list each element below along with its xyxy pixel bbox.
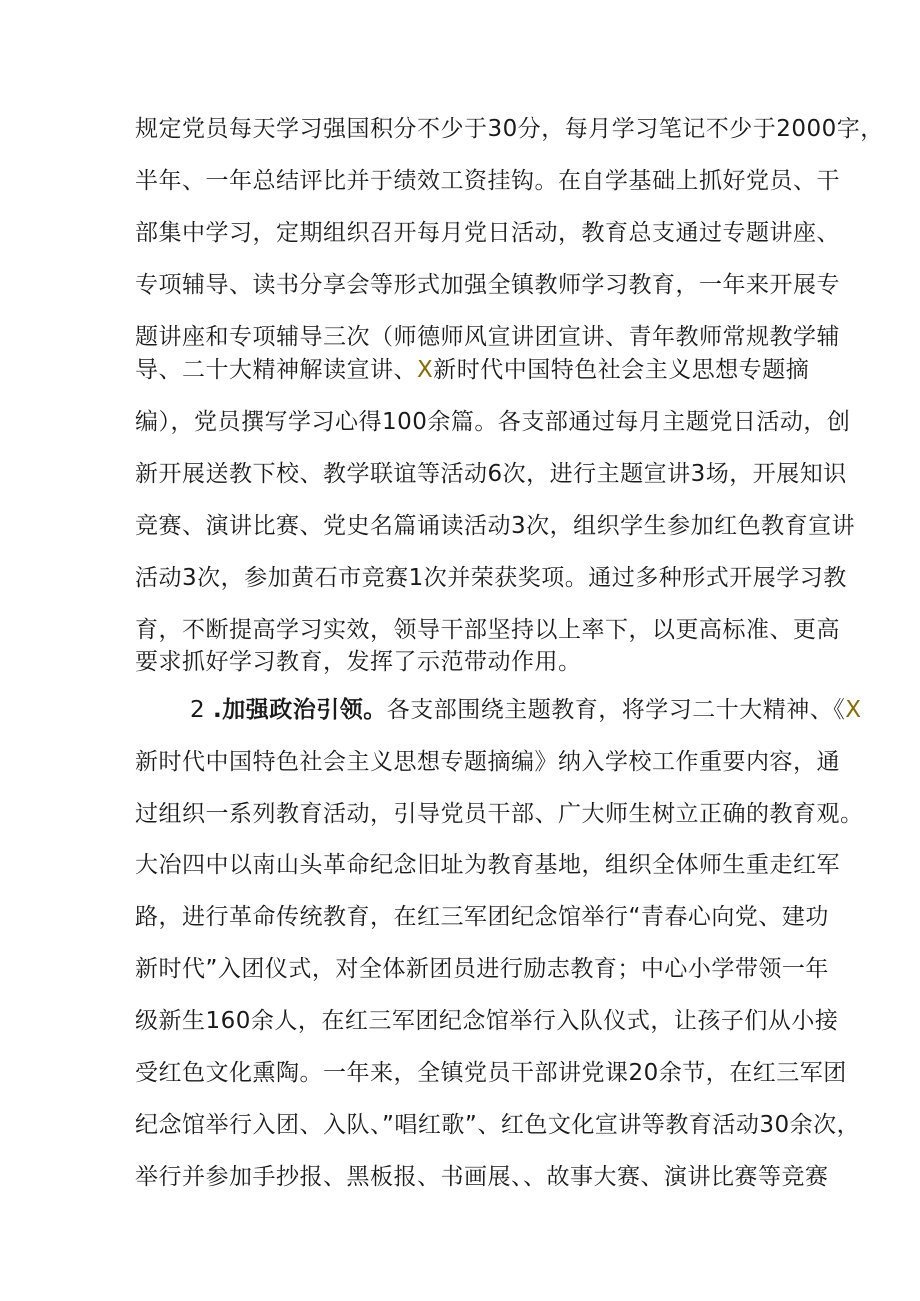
paragraph-2-line-3: 过组织一系列教育活动，引导党员干部、广大师生树立正确的教育观。 (135, 801, 864, 827)
paragraph-1-line-3: 部集中学习，定期组织召开每月党日活动，教育总支通过专题讲座、 (135, 220, 840, 246)
section-heading: .加强政治引领。 (212, 697, 387, 723)
paragraph-2-line-5: 路，进行革命传统教育，在红三军团纪念馆举行“青春心向党、建功 (135, 904, 829, 930)
paragraph-2-line-9: 纪念馆举行入团、入队、”唱红歌”、红色文化宣讲等教育活动30余次， (135, 1112, 861, 1138)
highlight-marker: X (845, 697, 862, 723)
paragraph-2-line-8: 受红色文化熏陶。一年来，全镇党员干部讲党课20余节，在红三军团 (135, 1060, 847, 1086)
highlight-marker: X (417, 357, 434, 383)
paragraph-2-line-6: 新时代”入团仪式，对全体新团员进行励志教育；中心小学带领一年 (135, 956, 829, 982)
paragraph-2-line-1-rest: 各支部围绕主题教育，将学习二十大精神、《 (386, 697, 846, 723)
paragraph-1-line-1: 规定党员每天学习强国积分不少于30分，每月学习笔记不少于2000字， (135, 116, 884, 142)
paragraph-1-line-6 (135, 355, 810, 385)
paragraph-2-line-10: 举行并参加手抄报、黑板报、书画展、、故事大赛、演讲比赛等竞赛 (135, 1164, 829, 1190)
paragraph-1-line-7: 编），党员撰写学习心得100余篇。各支部通过每月主题党日活动，创 (135, 409, 851, 435)
paragraph-1-line-6-start: 导、二十大精神解读宣讲、 (135, 357, 417, 383)
paragraph-1-line-6-end: 新时代中国特色社会主义思想专题摘 (433, 357, 810, 383)
paragraph-1-line-8: 新开展送教下校、教学联谊等活动6次，进行主题宣讲3场，开展知识 (135, 461, 847, 487)
paragraph-1-line-2: 半年、一年总结评比并于绩效工资挂钩。在自学基础上抓好党员、干 (135, 168, 840, 194)
paragraph-1-line-4: 专项辅导、读书分享会等形式加强全镇教师学习教育，一年来开展专 (135, 272, 840, 298)
section-number: 2 (190, 697, 206, 723)
paragraph-1-line-10: 活动3次，参加黄石市竞赛1次并荣获奖项。通过多种形式开展学习教 (135, 565, 847, 591)
paragraph-1-line-12: 要求抓好学习教育，发挥了示范带动作用。 (135, 649, 582, 675)
paragraph-2-line-7: 级新生160余人，在红三军团纪念馆举行入队仪式，让孩子们从小接 (135, 1008, 839, 1034)
paragraph-2-line-2: 新时代中国特色社会主义思想专题摘编》纳入学校工作重要内容，通 (135, 749, 840, 775)
paragraph-2-line-4: 大冶四中以南山头革命纪念旧址为教育基地，组织全体师生重走红军 (135, 852, 840, 878)
paragraph-1-line-11: 育，不断提高学习实效，领导干部坚持以上率下，以更高标准、更高 (135, 617, 840, 643)
paragraph-1-line-9: 竞赛、演讲比赛、党史名篇诵读活动3次，组织学生参加红色教育宣讲 (135, 513, 856, 539)
paragraph-2-line-1 (190, 695, 862, 725)
paragraph-1-line-5: 题讲座和专项辅导三次（师德师风宣讲团宣讲、青年教师常规教学辅 (135, 324, 840, 350)
